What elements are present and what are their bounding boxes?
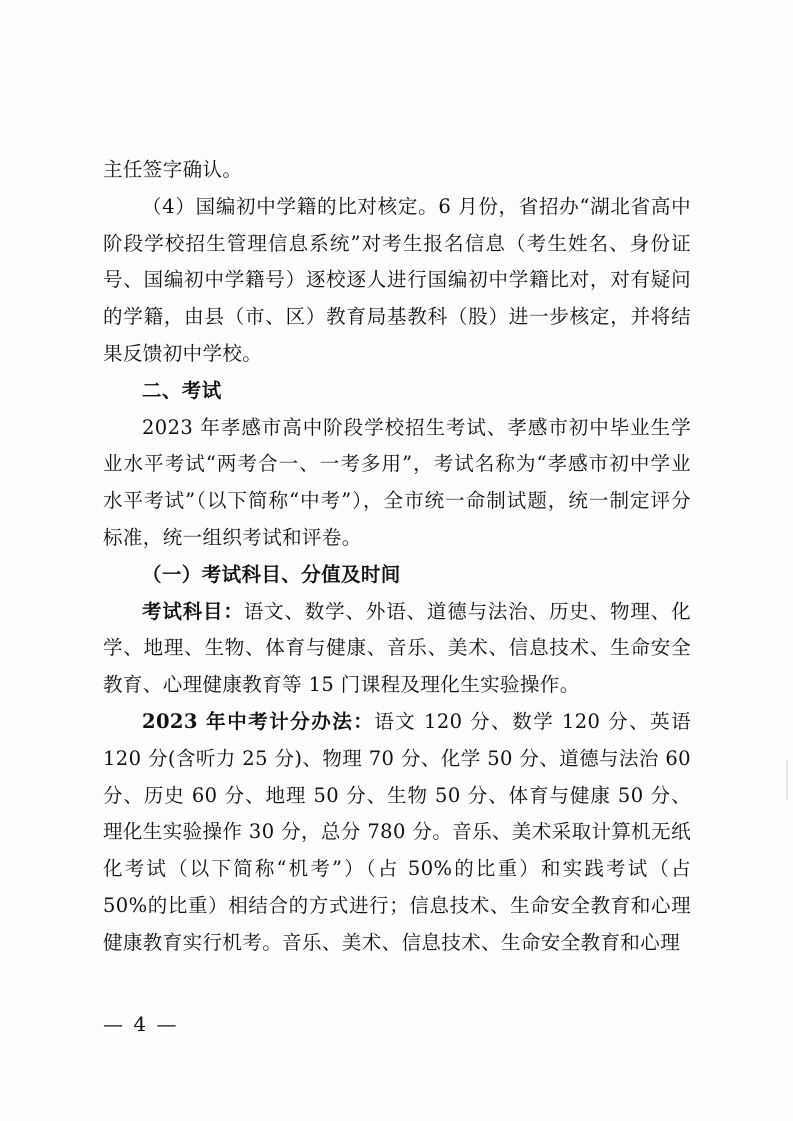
section-heading-exam [103, 373, 691, 410]
paragraph-lead: 考试科目： [142, 599, 244, 623]
paragraph-text: （4）国编初中学籍的比对核定。6 月份，省招办“湖北省高中阶段学校招生管理信息系统”对考生报名信息（考生姓名、身份证号、国编初中学籍号）逐校逐人进行国编初中学籍比对，对有疑问的学籍，由县（市、区）教育局基教科（股）进一步核定，并将结果反馈初中学校。 [103, 194, 691, 365]
paragraph-text: 语文 120 分、数学 120 分、英语 120 分(含听力 25 分)、物理 70 分、化学 50 分、道德与法治 60 分、历史 60 分、地理 50 分、生物 50 分、体育与健康 50 分、理化生实验操作 30 分，总分 780 分。音乐、美术采取计算机无纸化考试（以下简称“机考”）（占 50%的比重）和实践考试（占 50%的比重）相结合的方式进行；信息技术、生命安全教育和心理健康教育实行机考。音乐、美术、信息技术、生命安全教育和心理 [103, 709, 692, 954]
scan-margin-mark [786, 760, 788, 800]
paragraph-text: 语文、数学、外语、道德与法治、历史、物理、化学、地理、生物、体育与健康、音乐、美术、信息技术、生命安全教育、心理健康教育等 15 门课程及理化生实验操作。 [103, 599, 691, 697]
paragraph-student-record-verification [103, 189, 691, 373]
paragraph-continuation [103, 152, 691, 189]
paragraph-scoring-method [103, 704, 691, 962]
heading-text: （一）考试科目、分值及时间 [142, 562, 401, 586]
heading-text: 二、考试 [142, 378, 222, 402]
paragraph-text: 主任签字确认。 [103, 158, 243, 181]
subsection-heading-subjects-scores-time [103, 557, 691, 594]
paragraph-exam-overview [103, 410, 691, 557]
page-number: — 4 — [103, 1012, 179, 1036]
paragraph-text: 2023 年孝感市高中阶段学校招生考试、孝感市初中毕业生学业水平考试“两考合一、一考多用”，考试名称为“孝感市初中学业水平考试”（以下简称“中考”），全市统一命制试题，统一制定评分标准，统一组织考试和评卷。 [103, 415, 691, 549]
paragraph-lead: 2023 年中考计分办法： [142, 709, 375, 733]
document-body [103, 152, 691, 962]
paragraph-exam-subjects [103, 594, 691, 704]
